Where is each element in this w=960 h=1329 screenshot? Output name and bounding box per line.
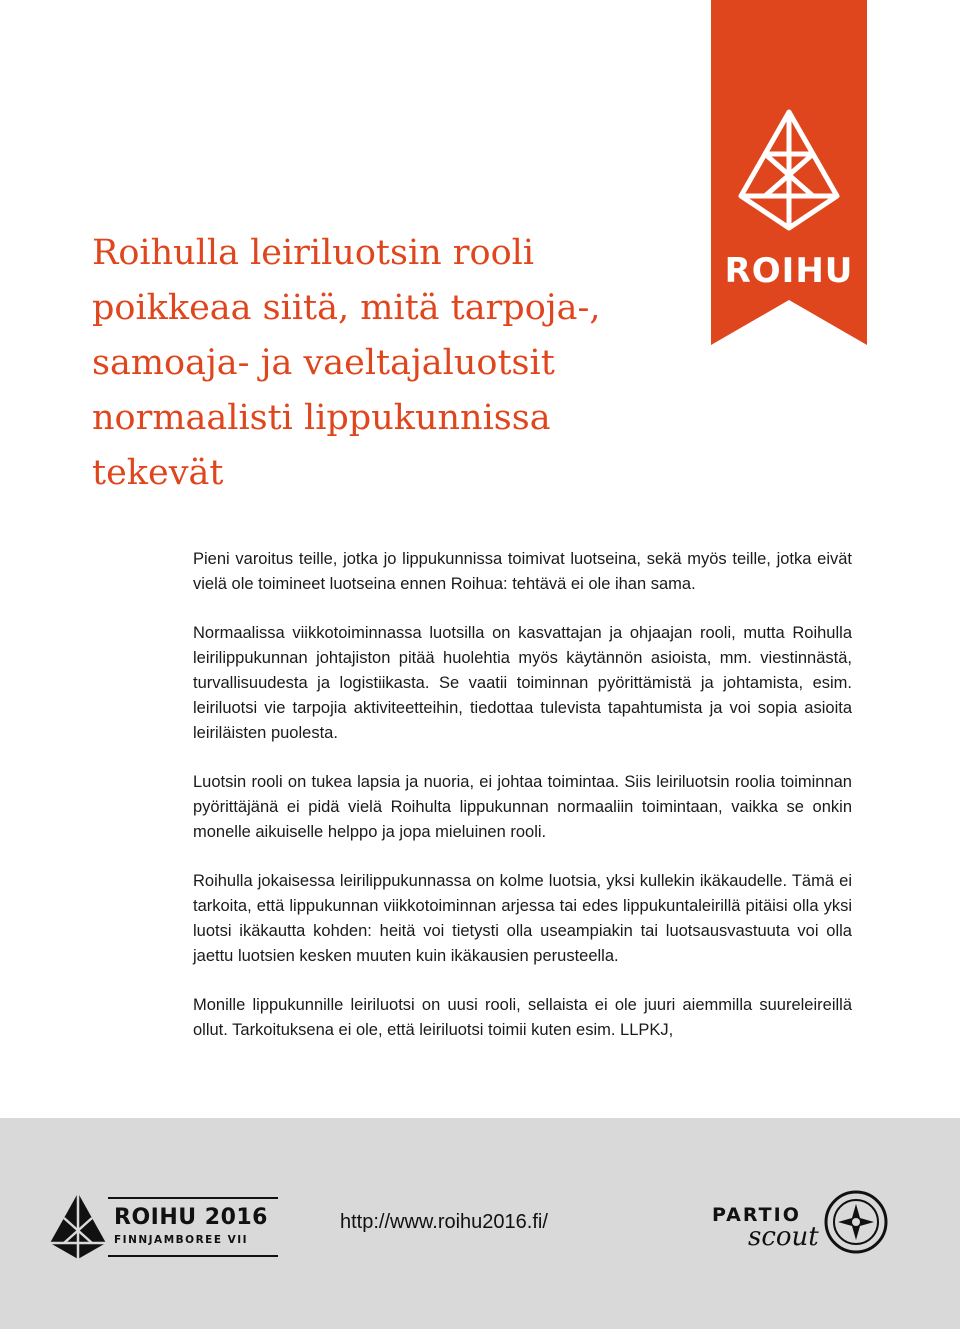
paragraph: Roihulla jokaisessa leirilippukunnassa on kolme luotsia, yksi kullekin ikäkaudelle. Tämä ei tarkoita, että lippukunnan viikkotoiminnan arjessa tai edes lippukuntaleirillä pitäisi olla yksi luotsi ikäkautta kohden: heitä voi tietysti olla useampiakin tai luotsausvastuuta voi olla jaettu luotsien kesken muuten kuin ikäkausien perusteella. [193, 872, 852, 965]
website-link[interactable]: http://www.roihu2016.fi/ [340, 1211, 548, 1233]
paragraph: Normaalissa viikkotoiminnassa luotsilla on kasvattajan ja ohjaajan rooli, mutta Roihulla leirilippukunnan johtajiston pitää huolehtia myös käytännön asioista, mm. viestinnästä, turvallisuudesta ja logistiikasta. Se vaatii toiminnan pyörittämistä ja johtamista, esim. leiriluotsi vie tarpojia aktiviteetteihin, tiedottaa tulevista tapahtumista ja voi sopia asioita leiriläisten puolesta. [193, 624, 852, 742]
roihu-flame-icon [48, 1191, 108, 1261]
scout-emblem-icon [822, 1188, 890, 1256]
paragraph: Pieni varoitus teille, jotka jo lippukunnissa toimivat luotseina, sekä myös teille, jotka eivät vielä ole toimineet luotseina ennen Roihua: tehtävä ei ole ihan sama. [193, 550, 852, 593]
title-line: poikkeaa siitä, mitä tarpoja-, [92, 288, 601, 328]
title-line: samoaja- ja vaeltajaluotsit [92, 343, 555, 383]
body-text [193, 547, 852, 1067]
title-line: normaalisti lippukunnissa [92, 398, 551, 438]
logo-partio-text: PARTIO [712, 1204, 801, 1226]
page-footer [0, 1118, 960, 1329]
logo-brand-text: ROIHU 2016 [114, 1205, 268, 1230]
page-title [92, 226, 652, 501]
divider [108, 1255, 278, 1257]
roihu-ribbon-logo [711, 0, 867, 345]
partio-scout-logo [712, 1188, 892, 1260]
roihu-2016-logo [48, 1191, 268, 1261]
title-line: Roihulla leiriluotsin rooli [92, 233, 535, 273]
title-line: tekevät [92, 453, 224, 493]
paragraph: Luotsin rooli on tukea lapsia ja nuoria, ei johtaa toimintaa. Siis leiriluotsin roolia toiminnan pyörittäjänä ei pidä vielä Roihulta lippukunnan normaaliin toimintaan, vaikka se onkin monelle aikuiselle helppo ja jopa mieluinen rooli. [193, 773, 852, 841]
divider [108, 1197, 278, 1199]
paragraph: Monille lippukunnille leiriluotsi on uusi rooli, sellaista ei ole juuri aiemmilla suureleireillä ollut. Tarkoituksena ei ole, että leiriluotsi toimii kuten esim. LLPKJ, [193, 996, 852, 1039]
logo-scout-text: scout [748, 1222, 819, 1252]
logo-sub-text: FINNJAMBOREE VII [114, 1234, 249, 1246]
ribbon-label: ROIHU [724, 251, 854, 291]
